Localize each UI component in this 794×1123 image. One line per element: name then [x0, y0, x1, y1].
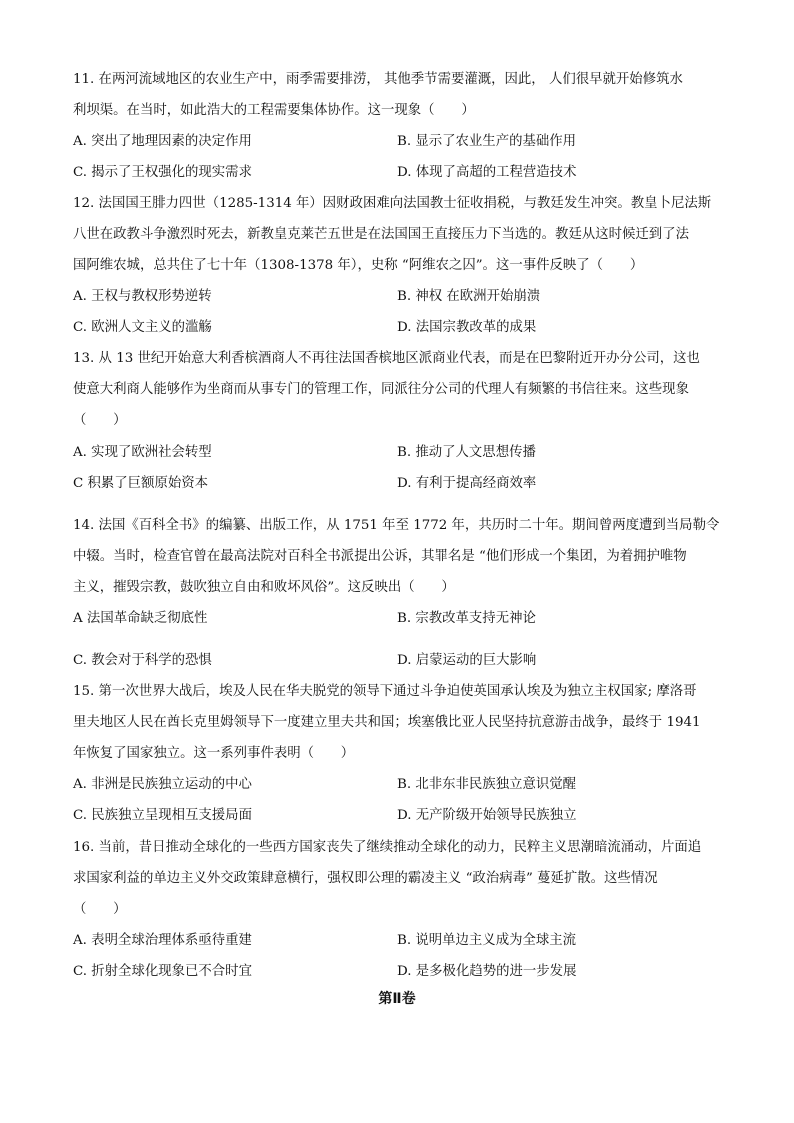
section-title: 第Ⅱ卷: [378, 991, 416, 1007]
q16-option-b: B. 说明单边主义成为全球主流: [397, 933, 577, 948]
q14-option-d: D. 启蒙运动的巨大影响: [397, 653, 537, 668]
q13-option-a: A. 实现了欧洲社会转型: [73, 445, 212, 460]
q15-stem-line-3: 年恢复了国家独立。这一系列事件表明（ ）: [73, 746, 355, 761]
q12-stem-line-1: 12. 法国国王腓力四世（1285-1314 年）因财政困难向法国教士征收捐税，与教廷发生冲突。教皇卜尼法斯: [73, 196, 712, 211]
q16-stem-line-2: 求国家利益的单边主义外交政策肆意横行，强权即公理的霸凌主义 “政治病毒” 蔓延扩散。这些情况: [73, 871, 658, 886]
q13-stem-line-2: 使意大利商人能够作为坐商而从事专门的管理工作，同派往分公司的代理人有频繁的书信往来。这些现象: [73, 382, 689, 397]
q14-stem-line-3: 主义，摧毁宗教，鼓吹独立自由和败坏风俗”。这反映出（ ）: [73, 580, 455, 595]
q11-option-d: D. 体现了高超的工程营造技术: [397, 165, 577, 180]
q13-option-d: D. 有利于提高经商效率: [397, 476, 537, 491]
q13-option-b: B. 推动了人文思想传播: [397, 445, 536, 460]
q15-stem-line-1: 15. 第一次世界大战后，埃及人民在华夫脱党的领导下通过斗争迫使英国承认埃及为独立主权国家; 摩洛哥: [73, 684, 697, 699]
q15-option-c: C. 民族独立呈现相互支援局面: [73, 808, 252, 823]
q14-stem-line-2: 中辍。当时，检查官曾在最高法院对百科全书派提出公诉，其罪名是 “他们形成一个集团，为着拥护唯物: [73, 549, 687, 564]
q14-option-c: C. 教会对于科学的恐惧: [73, 653, 212, 668]
q16-stem-line-1: 16. 当前，昔日推动全球化的一些西方国家丧失了继续推动全球化的动力，民粹主义思潮暗流涌动，片面追: [73, 840, 702, 855]
q16-option-d: D. 是多极化趋势的进一步发展: [397, 964, 577, 979]
q15-option-b: B. 北非东非民族独立意识觉醒: [397, 777, 577, 792]
q13-option-c: C 积累了巨额原始资本: [73, 476, 209, 491]
q11-option-a: A. 突出了地理因素的决定作用: [73, 134, 252, 149]
q15-option-a: A. 非洲是民族独立运动的中心: [73, 777, 252, 792]
q14-stem-line-1: 14. 法国《百科全书》的编纂、出版工作，从 1751 年至 1772 年，共历时二十年。期间曾两度遭到当局勒令: [73, 518, 720, 533]
q12-option-b: B. 神权 在欧洲开始崩溃: [397, 289, 541, 304]
q16-stem-line-3: （ ）: [73, 902, 127, 917]
q13-stem-line-3: （ ）: [73, 413, 127, 428]
q12-stem-line-2: 八世在政教斗争激烈时死去，新教皇克莱芒五世是在法国国王直接压力下当选的。教廷从这时候迁到了法: [73, 227, 689, 242]
q14-option-b: B. 宗教改革支持无神论: [397, 611, 536, 626]
q14-option-a: A 法国革命缺乏彻底性: [73, 611, 208, 626]
q12-option-d: D. 法国宗教改革的成果: [397, 320, 537, 335]
q13-stem-line-1: 13. 从 13 世纪开始意大利香槟酒商人不再往法国香槟地区派商业代表，而是在巴黎附近开办分公司，这也: [73, 351, 700, 366]
q11-stem-line-2: 利坝渠。在当时，如此浩大的工程需要集体协作。这一现象（ ）: [73, 103, 475, 118]
q12-option-c: C. 欧洲人文主义的滥觞: [73, 320, 212, 335]
q12-option-a: A. 王权与教权形势逆转: [73, 289, 212, 304]
q11-option-b: B. 显示了农业生产的基础作用: [397, 134, 577, 149]
q16-option-c: C. 折射全球化现象已不合时宜: [73, 964, 252, 979]
q16-option-a: A. 表明全球治理体系亟待重建: [73, 933, 252, 948]
q15-stem-line-2: 里夫地区人民在酋长克里姆领导下一度建立里夫共和国；埃塞俄比亚人民坚持抗意游击战争，最终于 1941: [73, 715, 701, 730]
q11-option-c: C. 揭示了王权强化的现实需求: [73, 165, 252, 180]
q15-option-d: D. 无产阶级开始领导民族独立: [397, 808, 577, 823]
q11-stem-line-1: 11. 在两河流域地区的农业生产中，雨季需要排涝， 其他季节需要灌溉，因此， 人们很早就开始修筑水: [73, 72, 683, 87]
q12-stem-line-3: 国阿维农城，总共住了七十年（1308-1378 年），史称 “阿维农之囚”。这一事件反映了（ ）: [73, 258, 644, 273]
